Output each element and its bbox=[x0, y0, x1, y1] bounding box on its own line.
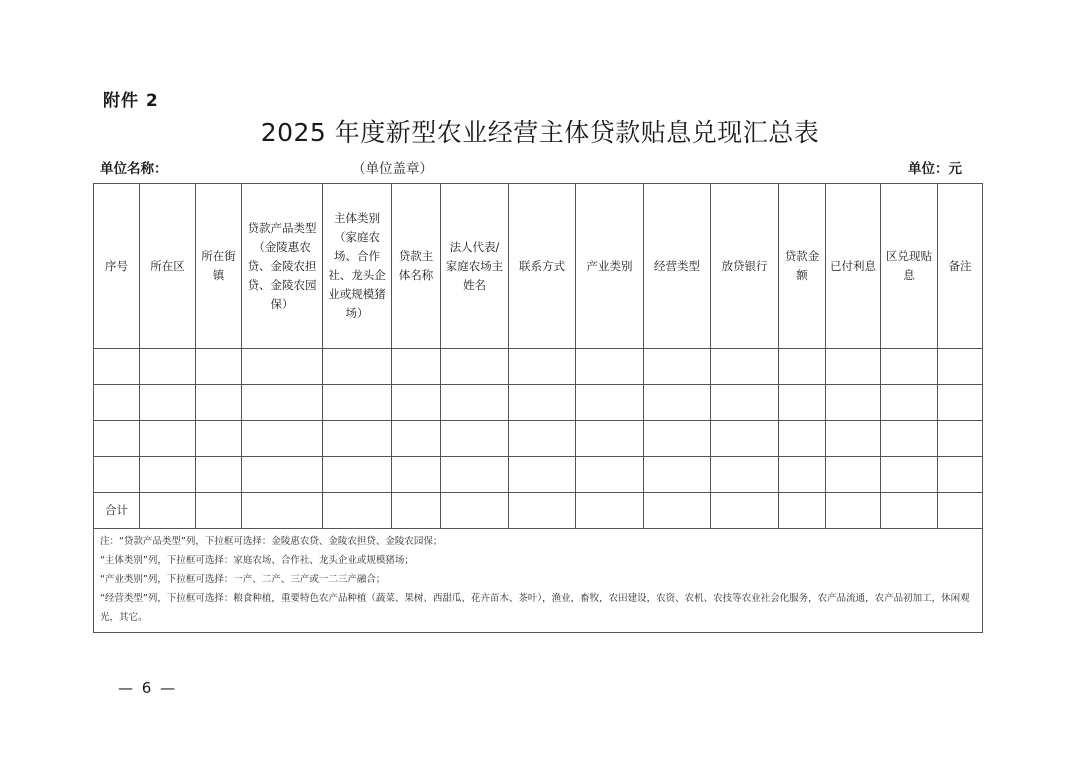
table-row bbox=[94, 421, 983, 457]
column-header: 经营类型 bbox=[644, 184, 711, 349]
page-title: 2025 年度新型农业经营主体贷款贴息兑现汇总表 bbox=[260, 118, 820, 147]
table-cell[interactable] bbox=[644, 349, 711, 385]
page-number: — 6 — bbox=[118, 679, 178, 697]
table-cell[interactable] bbox=[576, 421, 644, 457]
column-header: 所在区 bbox=[140, 184, 196, 349]
table-cell[interactable] bbox=[509, 385, 576, 421]
summary-table bbox=[93, 183, 983, 633]
table-cell[interactable] bbox=[938, 349, 983, 385]
table-cell[interactable] bbox=[711, 385, 779, 421]
column-header: 放贷银行 bbox=[711, 184, 779, 349]
table-cell[interactable] bbox=[826, 457, 881, 493]
table-cell[interactable] bbox=[392, 349, 441, 385]
table-cell[interactable] bbox=[644, 385, 711, 421]
seal-label: （单位盖章） bbox=[352, 161, 433, 177]
table-cell[interactable] bbox=[938, 493, 983, 529]
column-header: 贷款主体名称 bbox=[392, 184, 441, 349]
table-cell[interactable] bbox=[779, 493, 826, 529]
table-cell[interactable] bbox=[196, 421, 242, 457]
notes-cell bbox=[94, 529, 983, 633]
column-header: 联系方式 bbox=[509, 184, 576, 349]
note-line: “经营类型”列，下拉框可选择：粮食种植，重要特色农产品种植（蔬菜、果树、西甜瓜、花卉苗木、茶叶），渔业，畜牧，农田建设，农资、农机、农技等农业社会化服务，农产品流通，农产品初加工，休闲观光，其它。 bbox=[100, 593, 970, 623]
table-cell[interactable] bbox=[938, 385, 983, 421]
table-cell[interactable] bbox=[881, 421, 938, 457]
table-cell[interactable] bbox=[441, 493, 509, 529]
table-cell[interactable] bbox=[323, 457, 392, 493]
table-cell[interactable] bbox=[392, 421, 441, 457]
column-header: 区兑现贴息 bbox=[881, 184, 938, 349]
table-cell[interactable] bbox=[242, 457, 323, 493]
table-cell[interactable] bbox=[576, 349, 644, 385]
table-cell[interactable] bbox=[392, 457, 441, 493]
table-cell[interactable] bbox=[779, 349, 826, 385]
table-cell[interactable] bbox=[242, 349, 323, 385]
table-cell[interactable] bbox=[94, 457, 140, 493]
table-cell[interactable] bbox=[441, 385, 509, 421]
table-cell[interactable] bbox=[711, 421, 779, 457]
table-cell[interactable] bbox=[242, 493, 323, 529]
column-header: 备注 bbox=[938, 184, 983, 349]
table-cell[interactable] bbox=[94, 385, 140, 421]
table-row bbox=[94, 457, 983, 493]
table-cell[interactable] bbox=[196, 349, 242, 385]
column-header: 产业类别 bbox=[576, 184, 644, 349]
table-cell[interactable] bbox=[441, 349, 509, 385]
table-cell[interactable] bbox=[140, 421, 196, 457]
table-cell[interactable] bbox=[94, 421, 140, 457]
table-cell[interactable] bbox=[140, 385, 196, 421]
table-cell[interactable] bbox=[881, 457, 938, 493]
column-header: 序号 bbox=[94, 184, 140, 349]
note-line: “产业类别”列，下拉框可选择：一产、二产、三产或一二三产融合； bbox=[100, 574, 386, 585]
table-cell[interactable] bbox=[509, 349, 576, 385]
table-row bbox=[94, 385, 983, 421]
table-cell[interactable] bbox=[576, 457, 644, 493]
table-cell[interactable] bbox=[441, 421, 509, 457]
column-header: 主体类别（家庭农场、合作社、龙头企业或规模猪场） bbox=[323, 184, 392, 349]
table-row bbox=[94, 349, 983, 385]
table-cell[interactable] bbox=[323, 421, 392, 457]
table-cell[interactable] bbox=[938, 421, 983, 457]
table-cell[interactable] bbox=[509, 421, 576, 457]
table-cell[interactable] bbox=[242, 385, 323, 421]
table-cell[interactable] bbox=[779, 421, 826, 457]
note-line: “主体类别”列，下拉框可选择：家庭农场、合作社、龙头企业或规模猪场； bbox=[100, 555, 414, 566]
table-cell[interactable] bbox=[392, 385, 441, 421]
column-header: 贷款产品类型（金陵惠农贷、金陵农担贷、金陵农园保） bbox=[242, 184, 323, 349]
table-cell[interactable] bbox=[140, 493, 196, 529]
table-cell[interactable] bbox=[881, 349, 938, 385]
table-cell[interactable] bbox=[826, 385, 881, 421]
table-cell[interactable] bbox=[196, 385, 242, 421]
table-cell[interactable] bbox=[881, 493, 938, 529]
table-cell[interactable] bbox=[140, 457, 196, 493]
table-cell[interactable] bbox=[196, 493, 242, 529]
table-cell[interactable] bbox=[196, 457, 242, 493]
column-header: 贷款金额 bbox=[779, 184, 826, 349]
table-cell[interactable] bbox=[323, 385, 392, 421]
header-row bbox=[94, 184, 983, 349]
unit-name-label: 单位名称： bbox=[100, 161, 168, 177]
table-cell[interactable] bbox=[881, 385, 938, 421]
table-cell[interactable] bbox=[509, 493, 576, 529]
table-cell[interactable] bbox=[779, 457, 826, 493]
table-cell[interactable] bbox=[94, 349, 140, 385]
notes-row bbox=[94, 529, 983, 633]
note-line: 注：“贷款产品类型”列，下拉框可选择：金陵惠农贷、金陵农担贷、金陵农园保； bbox=[100, 536, 443, 547]
table-cell[interactable] bbox=[509, 457, 576, 493]
column-header: 所在街镇 bbox=[196, 184, 242, 349]
table-cell[interactable] bbox=[826, 493, 881, 529]
table-cell[interactable] bbox=[242, 421, 323, 457]
attachment-label: 附件 2 bbox=[103, 91, 159, 111]
table-cell[interactable] bbox=[392, 493, 441, 529]
table-cell[interactable] bbox=[323, 493, 392, 529]
table-cell[interactable] bbox=[711, 457, 779, 493]
table-cell[interactable] bbox=[779, 385, 826, 421]
currency-unit-label: 单位：元 bbox=[908, 161, 962, 177]
table-cell[interactable] bbox=[711, 349, 779, 385]
table-cell[interactable] bbox=[644, 421, 711, 457]
table-cell[interactable] bbox=[576, 385, 644, 421]
table-cell[interactable] bbox=[576, 493, 644, 529]
table-cell[interactable] bbox=[644, 493, 711, 529]
table-cell[interactable] bbox=[711, 493, 779, 529]
table-cell[interactable] bbox=[441, 457, 509, 493]
table-cell[interactable] bbox=[938, 457, 983, 493]
table-cell[interactable] bbox=[826, 421, 881, 457]
table-cell[interactable] bbox=[140, 349, 196, 385]
column-header: 已付利息 bbox=[826, 184, 881, 349]
column-header: 法人代表/家庭农场主姓名 bbox=[441, 184, 509, 349]
table-cell[interactable] bbox=[644, 457, 711, 493]
total-label: 合计 bbox=[94, 493, 140, 529]
table-cell[interactable] bbox=[826, 349, 881, 385]
table-cell[interactable] bbox=[323, 349, 392, 385]
total-row bbox=[94, 493, 983, 529]
